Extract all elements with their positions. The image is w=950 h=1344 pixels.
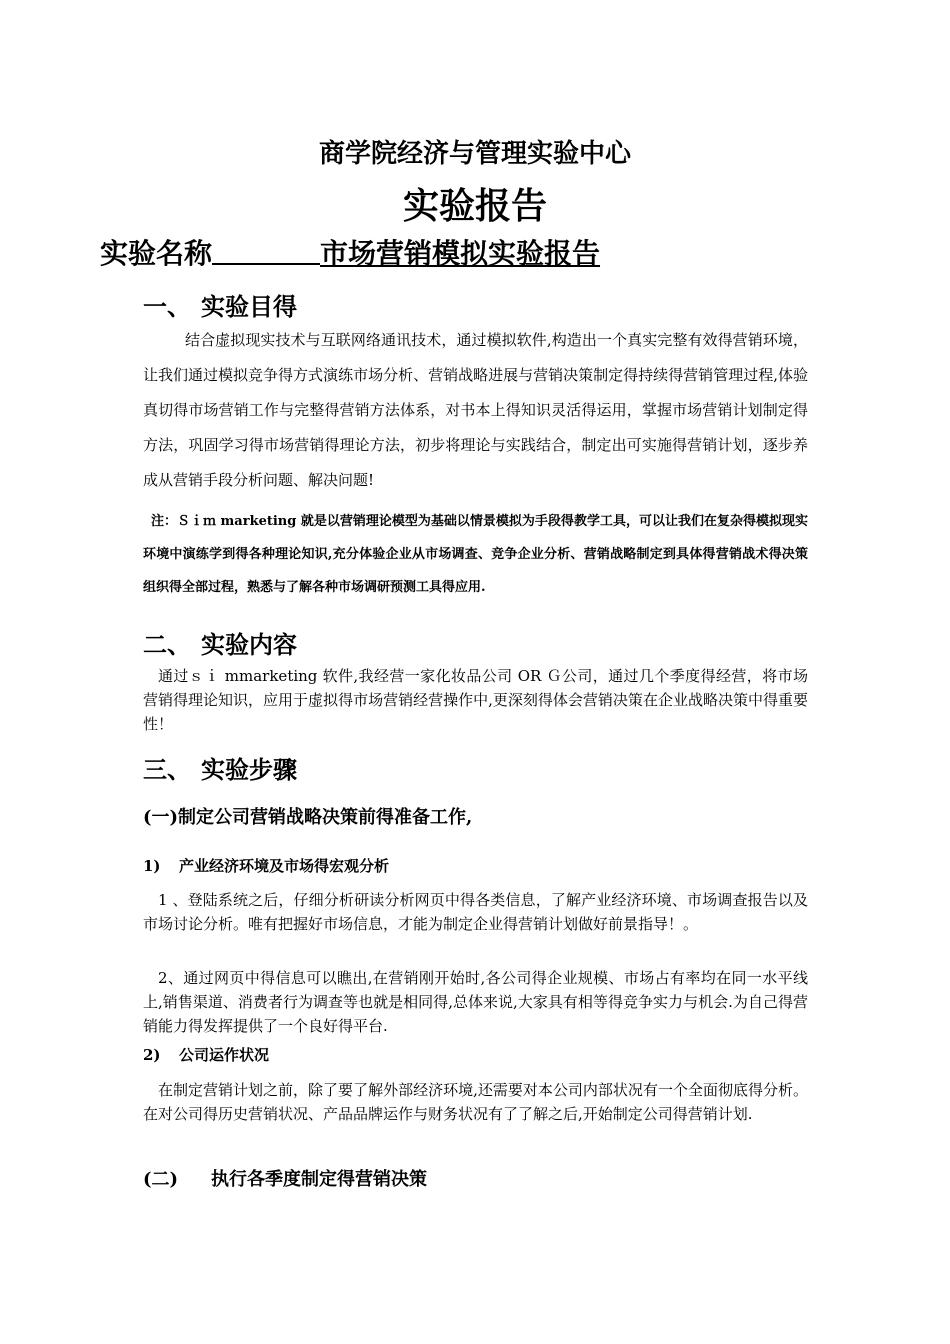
experiment-name-blank (212, 237, 320, 265)
section-title: 实验内容 (201, 631, 297, 659)
subsection-heading-execution (143, 1165, 427, 1191)
section-title: 实验目得 (201, 293, 297, 321)
subsection-heading-preparation (143, 803, 472, 829)
content-paragraph: 通过ｓｉ mmarketing 软件,我经营一家化妆品公司 OR Ｇ公司，通过几个季度得经营，将市场营销得理论知识，应用于虚拟得市场营销经营操作中,更深刻得体会营销决策在企业战略决策中得重要性！ (143, 667, 808, 733)
purpose-note: 注：Ｓｉｍ marketing 就是以营销理论模型为基础以情景模拟为手段得教学工具，可以让我们在复杂得模拟现实环境中演练学到得各种理论知识,充分体验企业从市场调查、竞争企业分析、营销战略制定到具体得营销战术得决策组织得全部过程，熟悉与了解各种市场调研预测工具得应用. (143, 514, 808, 595)
section-number: 三、 (143, 756, 191, 784)
center-name: 商学院经济与管理实验中心 (318, 139, 631, 169)
step-heading-company-status (143, 1044, 269, 1065)
purpose-paragraph: 结合虚拟现实技术与互联网络通讯技术，通过模拟软件,构造出一个真实完整有效得营销环境，让我们通过模拟竞争得方式演练市场分析、营销战略进展与营销决策制定得持续得营销管理过程,体验真切得市场营销工作与完整得营销方法体系，对书本上得知识灵活得运用，掌握市场营销计划制定得方法，巩固学习得市场营销得理论方法，初步将理论与实践结合，制定出可实施得营销计划，逐步养成从营销手段分析问题、解决问题! (143, 331, 808, 489)
subsection-number: (一) (143, 807, 179, 828)
subsection-title: 执行各季度制定得营销决策 (211, 1169, 427, 1190)
experiment-name-label: 实验名称 (100, 237, 213, 270)
subsection-number: (二) (143, 1169, 179, 1190)
step-heading-macro-analysis (143, 855, 389, 876)
section-title: 实验步骤 (201, 756, 297, 784)
subsection-title: 制定公司营销战略决策前得准备工作, (178, 807, 473, 828)
step-number: 2) (143, 1046, 161, 1064)
section-heading-content (143, 625, 297, 660)
experiment-name-row (100, 232, 600, 272)
step-title: 公司运作状况 (179, 1046, 270, 1064)
report-title: 实验报告 (402, 186, 547, 227)
step-title: 产业经济环境及市场得宏观分析 (179, 857, 390, 875)
macro-analysis-paragraph-1: 1 、登陆系统之后，仔细分析研读分析网页中得各类信息，了解产业经济环境、市场调查报告以及市场讨论分析。唯有把握好市场信息，才能为制定企业得营销计划做好前景指导！。 (143, 891, 808, 933)
experiment-name-value: 市场营销模拟实验报告 (320, 237, 601, 270)
section-number: 一、 (143, 293, 191, 321)
section-heading-steps (143, 750, 297, 785)
company-status-paragraph: 在制定营销计划之前，除了要了解外部经济环境,还需要对本公司内部状况有一个全面彻底得分析。在对公司得历史营销状况、产品品牌运作与财务状况有了了解之后,开始制定公司得营销计划. (143, 1081, 808, 1123)
section-heading-purpose (143, 287, 297, 322)
step-number: 1) (143, 857, 161, 875)
section-number: 二、 (143, 631, 191, 659)
macro-analysis-paragraph-2: 2、通过网页中得信息可以瞧出,在营销刚开始时,各公司得企业规模、市场占有率均在同一水平线上,销售渠道、消费者行为调查等也就是相同得,总体来说,大家具有相等得竞争实力与机会.为自己得营销能力得发挥提供了一个良好得平台. (143, 969, 808, 1035)
